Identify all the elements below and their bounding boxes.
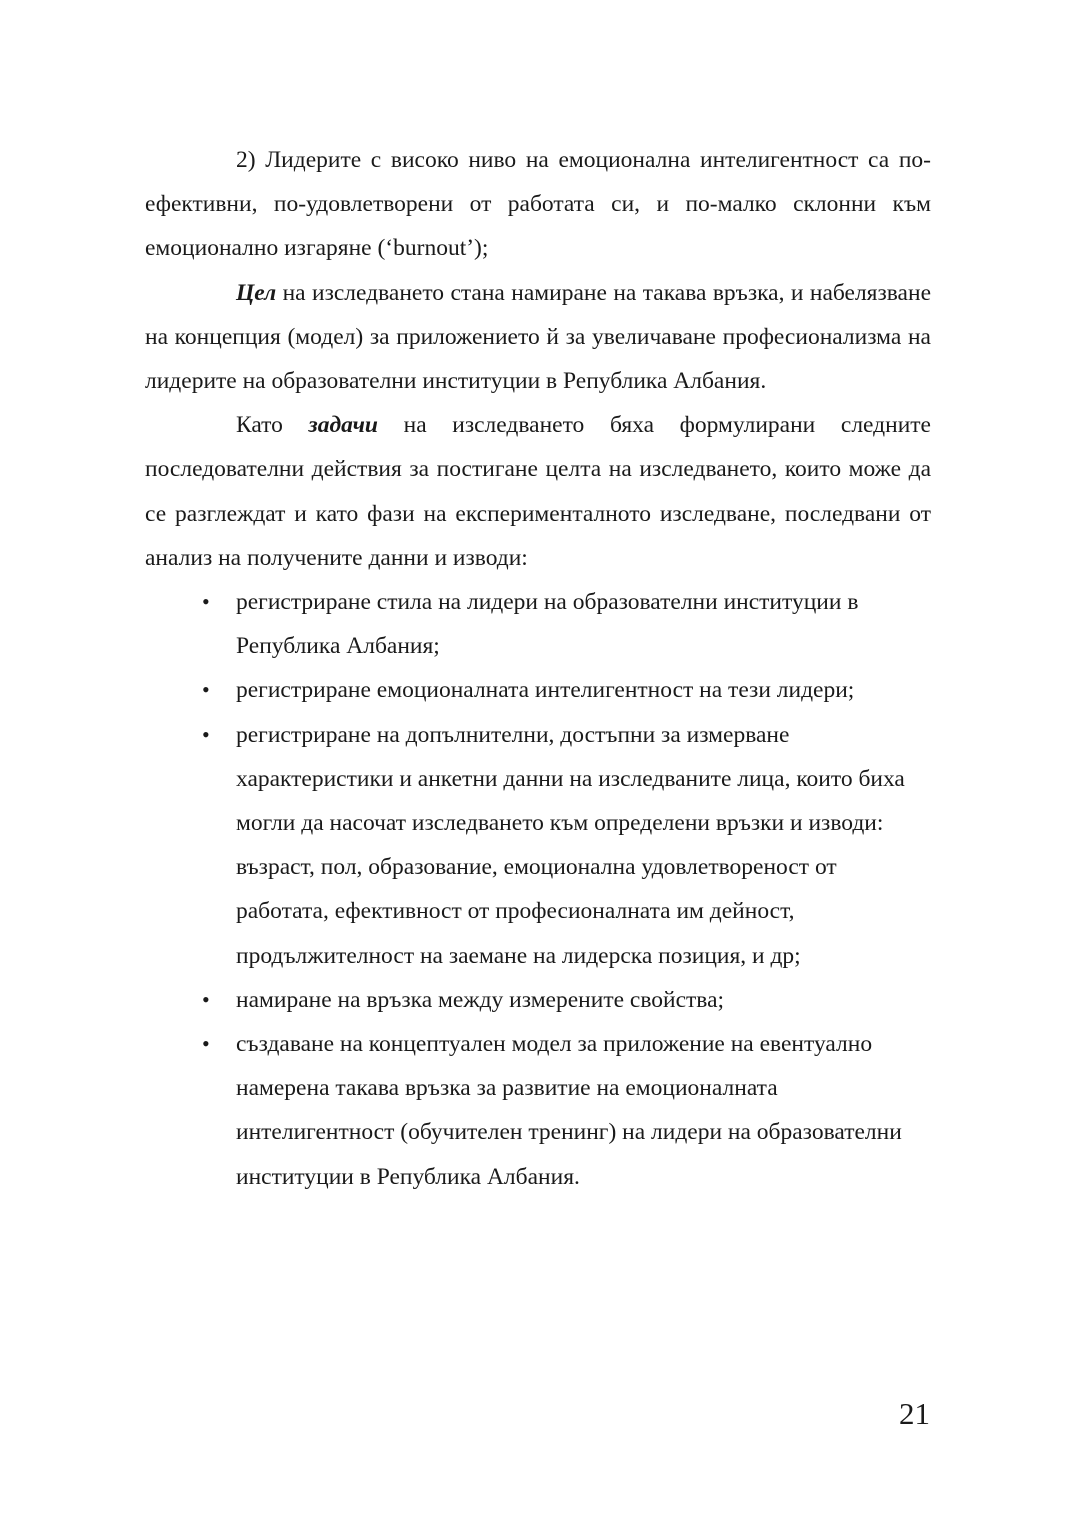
bullet-icon: • — [202, 677, 210, 703]
list-item-text: регистриране стила на лидери на образователни институции в Република Албания; — [236, 589, 859, 660]
list-item — [145, 978, 931, 1022]
paragraph-tasks — [145, 403, 931, 580]
list-item-text: намиране на връзка между измерените свойства; — [236, 986, 725, 1013]
paragraph-hypothesis-2-text: 2) Лидерите с високо ниво на емоционална интелигентност са по-ефективни, по-удовлетворени от работата си, и по-малко склонни към емоционално изгаряне (‘burnout’); — [145, 147, 931, 262]
tasks-text: на изследването бяха формулирани следните последователни действия за постигане целта на изследването, които може да се разглеждат и като фази на експерименталното изследване, последвани от анализ на получените данни и изводи: — [145, 412, 931, 571]
list-item — [145, 668, 931, 712]
page-number: 21 — [899, 1396, 930, 1431]
list-item — [145, 580, 931, 668]
list-item-text: регистриране на допълнителни, достъпни за измерване характеристики и анкетни данни на изследваните лица, които биха могли да насочат изследването към определени връзки и изводи: възраст, пол, образование, емоционална удовлетвореност от работата, ефективност от професионалната им дейност, продължителност на заемане на лидерска позиция, и др; — [236, 721, 905, 969]
list-item — [145, 1022, 931, 1199]
tasks-lead: Като — [236, 412, 309, 439]
list-item-text: създаване на концептуален модел за приложение на евентуално намерена такава връзка за развитие на емоционалната интелигентност (обучителен тренинг) на лидери на образователни институции в Република Албания. — [236, 1031, 902, 1190]
body-text — [145, 138, 931, 1199]
bullet-icon: • — [202, 986, 210, 1012]
list-item-text: регистриране емоционалната интелигентност на тези лидери; — [236, 677, 855, 704]
bullet-icon: • — [202, 1031, 210, 1057]
bullet-icon: • — [202, 589, 210, 615]
list-item — [145, 713, 931, 978]
paragraph-hypothesis-2 — [145, 138, 931, 271]
tasks-emphasis: задачи — [308, 412, 378, 439]
goal-text: на изследването стана намиране на такава връзка, и набелязване на концепция (модел) за приложението й за увеличаване професионализма на лидерите на образователни институции в Република Албания. — [145, 279, 931, 395]
task-list — [145, 580, 931, 1199]
paragraph-goal — [145, 271, 931, 404]
bullet-icon: • — [202, 721, 210, 747]
goal-emphasis: Цел — [236, 279, 277, 306]
